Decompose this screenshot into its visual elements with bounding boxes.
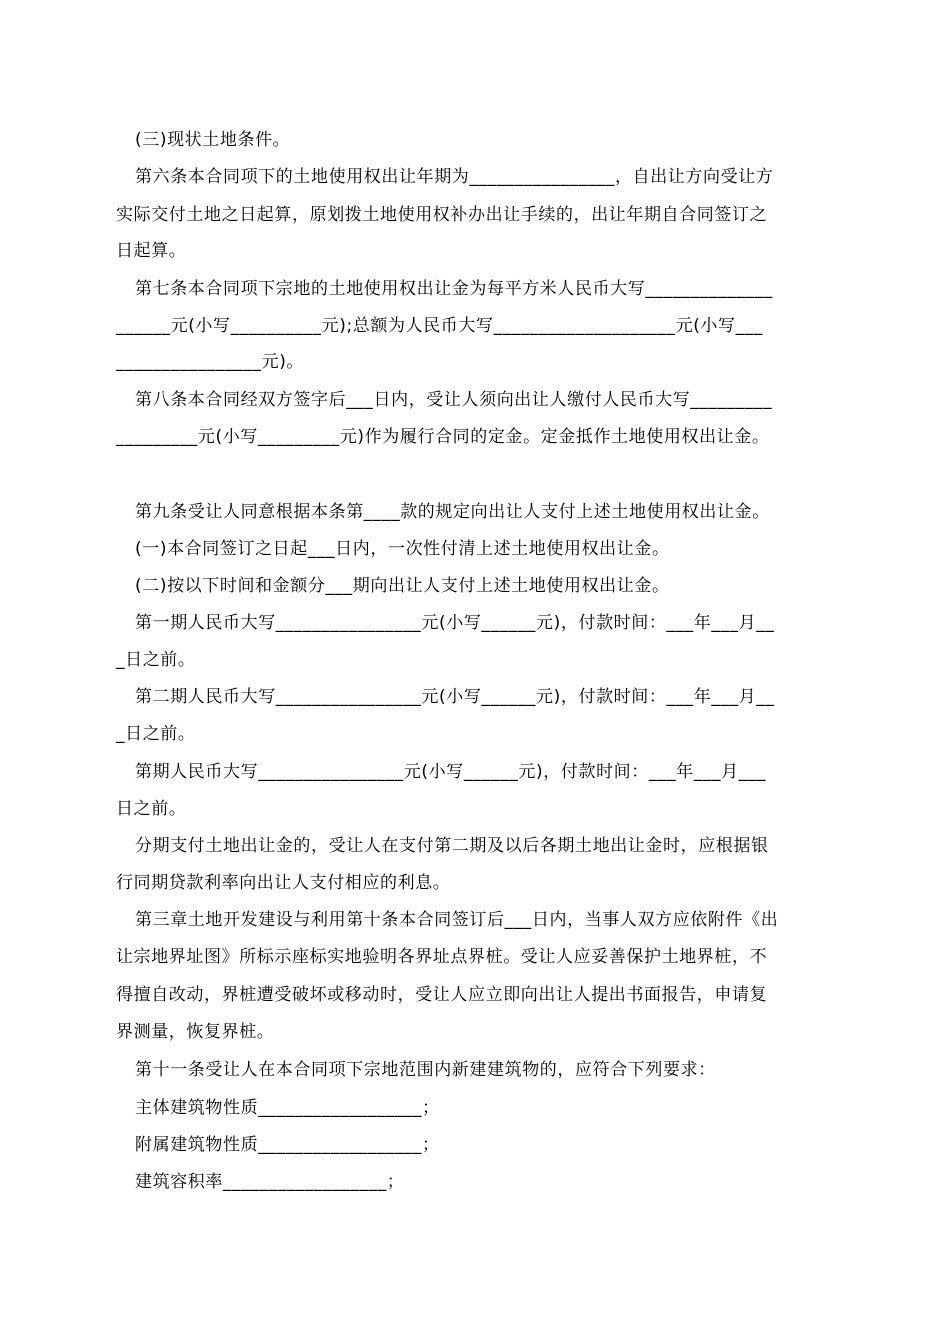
installment-n-line-2: 日之前。 [116, 799, 187, 819]
installment-2-line-2: _日之前。 [116, 724, 196, 744]
chapter-3-article-10-line-1: 第三章土地开发建设与利用第十条本合同签订后___日内，当事人双方应依附件《出 [135, 910, 779, 930]
chapter-3-article-10-line-2: 让宗地界址图》所标示座标实地验明各界址点界桩。受让人应妥善保护土地界桩，不 [116, 947, 768, 967]
chapter-3-article-10-line-4: 界测量，恢复界桩。 [116, 1022, 275, 1042]
article-8-line-2: _________元(小写_________元)作为履行合同的定金。定金抵作土地使用权出让金。 [116, 427, 770, 447]
floor-area-ratio: 建筑容积率__________________； [135, 1172, 405, 1192]
installment-2-line-1: 第二期人民币大写________________元(小写______元)，付款时间：___年___月__ [135, 687, 775, 707]
article-7-line-2: ______元(小写__________元);总额为人民币大写____________________元(小写___ [116, 316, 763, 336]
installment-1-line-1: 第一期人民币大写________________元(小写______元)，付款时间：___年___月__ [135, 613, 775, 633]
article-9-option-1: (一)本合同签订之日起___日内，一次性付清上述土地使用权出让金。 [135, 539, 670, 559]
main-building-nature: 主体建筑物性质__________________； [135, 1098, 440, 1118]
chapter-3-article-10-line-3: 得擅自改动，界桩遭受破坏或移动时，受让人应立即向出让人提出书面报告，申请复 [116, 985, 768, 1005]
article-11-line-1: 第十一条受让人在本合同项下宗地范围内新建建筑物的，应符合下列要求： [135, 1060, 716, 1080]
article-6-line-3: 日起算。 [116, 241, 187, 261]
installment-1-line-2: _日之前。 [116, 650, 196, 670]
installment-interest-line-2: 行同期贷款利率向出让人支付相应的利息。 [116, 873, 451, 893]
installment-interest-line-1: 分期支付土地出让金的，受让人在支付第二期及以后各期土地出让金时，应根据银 [135, 836, 769, 856]
installment-n-line-1: 第期人民币大写________________元(小写______元)，付款时间：___年___月___ [135, 762, 766, 782]
auxiliary-building-nature: 附属建筑物性质__________________； [135, 1135, 440, 1155]
article-8-line-1: 第八条本合同经双方签字后___日内，受让人须向出让人缴付人民币大写_________ [135, 390, 773, 410]
article-6-line-1: 第六条本合同项下的土地使用权出让年期为________________，自出让方向受让方 [135, 167, 774, 187]
article-6-line-2: 实际交付土地之日起算，原划拨土地使用权补办出让手续的，出让年期自合同签订之 [116, 205, 768, 225]
article-7-line-1: 第七条本合同项下宗地的土地使用权出让金为每平方米人民币大写______________ [135, 279, 773, 299]
article-7-line-3: ________________元)。 [116, 352, 305, 372]
article-9-line-1: 第九条受让人同意根据本条第____款的规定向出让人支付上述土地使用权出让金。 [135, 502, 770, 522]
article-9-option-2: (二)按以下时间和金额分___期向出让人支付上述土地使用权出让金。 [135, 576, 670, 596]
clause-3-heading: (三)现状土地条件。 [135, 130, 291, 150]
